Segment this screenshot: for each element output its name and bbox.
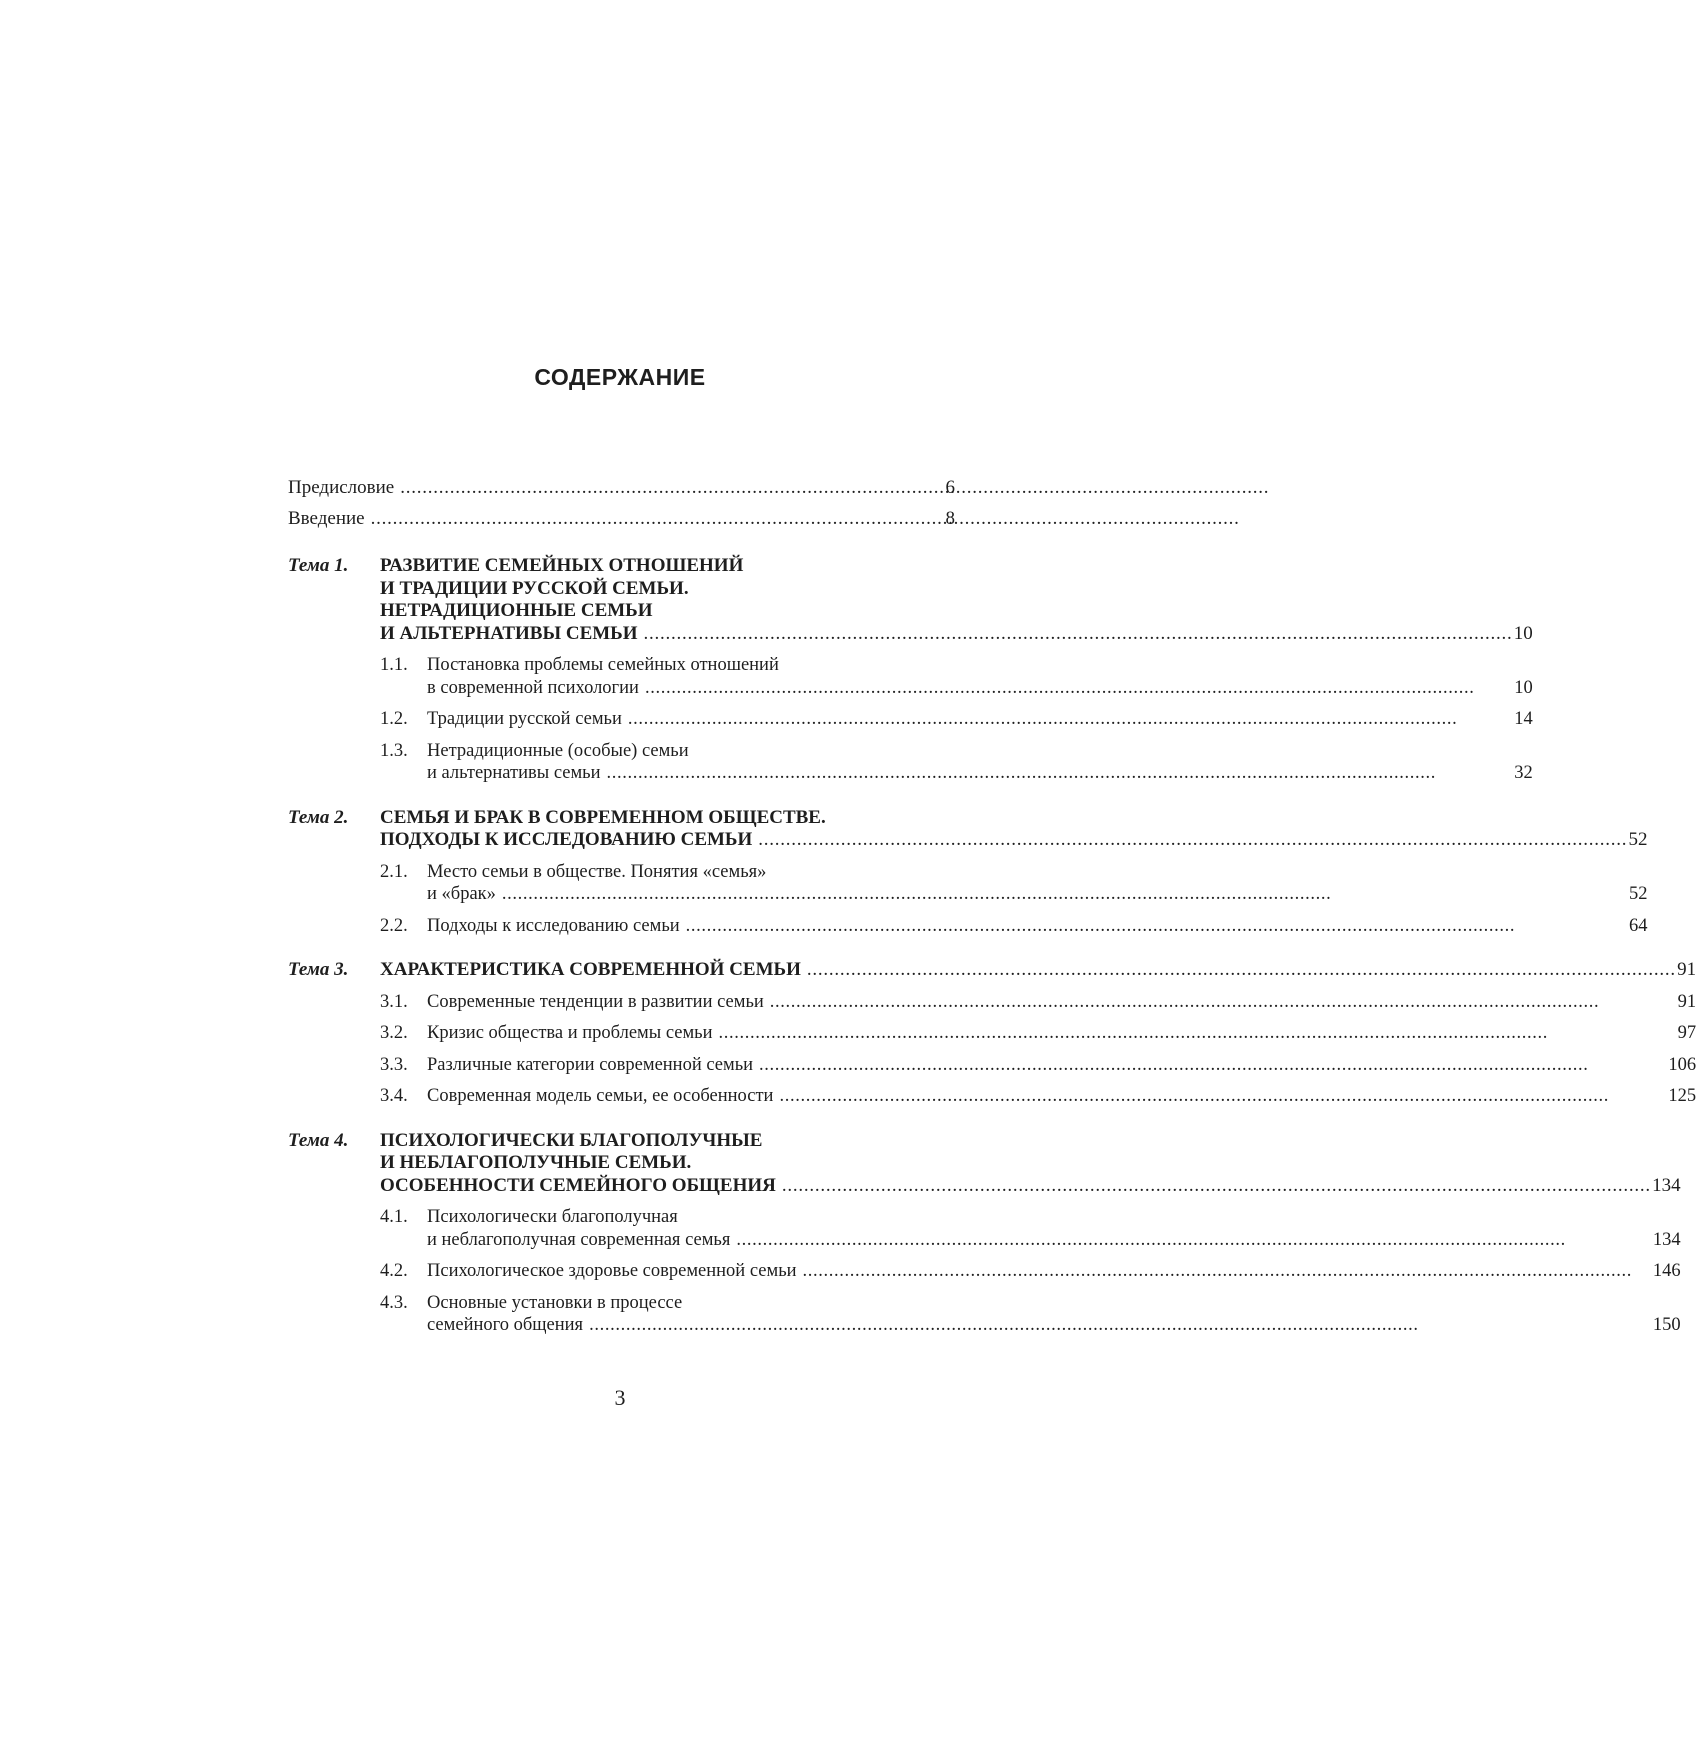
dot-leader: [371, 505, 942, 533]
subsection-body: [427, 1292, 1681, 1337]
subsection-line: [427, 915, 1648, 938]
subsection-page-number: 52: [1629, 884, 1648, 904]
subsection-entry: [380, 1292, 1681, 1337]
subsection-line: [427, 1314, 1681, 1337]
toc-title: СОДЕРЖАНИЕ: [534, 364, 706, 390]
subsection-page-number: 14: [1514, 709, 1533, 729]
tema-title-page-number: 52: [1628, 829, 1648, 850]
subsection-line: [427, 883, 1648, 906]
tema-title-page-number: 134: [1652, 1174, 1681, 1196]
subsection-text: Современная модель семьи, ее особенности: [427, 1086, 774, 1106]
dot-leader: [502, 883, 1625, 906]
subsection-text: Кризис общества и проблемы семьи: [427, 1023, 713, 1043]
subsection-number: 3.4.: [380, 1086, 408, 1106]
subsection-body: [427, 654, 1533, 699]
subsection-line: [427, 1022, 1696, 1045]
subsection-text: Традиции русской семьи: [427, 709, 622, 729]
subsection-entry: [380, 740, 1533, 785]
subsection-entry: [380, 861, 1648, 906]
subsection-number: 3.1.: [380, 991, 408, 1012]
tema-label: Тема 1.: [288, 555, 349, 576]
subsection-page-number: 10: [1514, 677, 1533, 698]
front-entry-text: Предисловие: [288, 477, 395, 498]
dot-leader: [758, 829, 1624, 852]
subsection-entry: [380, 991, 1696, 1014]
subsection-line: [427, 991, 1696, 1014]
dot-leader: [770, 991, 1674, 1014]
subsection-page-number: 64: [1629, 915, 1648, 936]
dot-leader: [644, 623, 1510, 646]
subsection-title-line: Постановка проблемы семейных отношений: [427, 655, 779, 675]
tema-label: Тема 2.: [288, 806, 349, 828]
subsection-page-number: 134: [1652, 1229, 1681, 1250]
tema-title-text: И АЛЬТЕРНАТИВЫ СЕМЬИ: [380, 622, 638, 644]
subsection-page-number: 146: [1652, 1261, 1681, 1281]
subsection-text: Современные тенденции в развитии семьи: [427, 991, 764, 1012]
subsection-entry: [380, 1085, 1696, 1108]
subsection-text: Различные категории современной семьи: [427, 1054, 754, 1075]
front-matter-entry: [288, 505, 955, 533]
subsection-entry: [380, 915, 1648, 938]
dot-leader: [719, 1022, 1674, 1045]
tema-label: Тема 4.: [288, 1129, 349, 1151]
tema-title-line: РАЗВИТИЕ СЕМЕЙНЫХ ОТНОШЕНИЙ: [380, 555, 744, 576]
tema-title-line: И ТРАДИЦИИ РУССКОЙ СЕМЬИ.: [380, 577, 689, 599]
subsection-body: [427, 1206, 1681, 1251]
subsection-entry: [380, 708, 1533, 731]
subsection-body: [427, 1085, 1696, 1108]
subsection-number: 1.1.: [380, 655, 408, 675]
tema-title-text: ОСОБЕННОСТИ СЕМЕЙНОГО ОБЩЕНИЯ: [380, 1174, 776, 1196]
tema-title-line: И НЕБЛАГОПОЛУЧНЫЕ СЕМЬИ.: [380, 1152, 692, 1173]
dot-leader: [589, 1314, 1649, 1337]
tema-label: Тема 3.: [288, 959, 349, 980]
tema-title-line: СЕМЬЯ И БРАК В СОВРЕМЕННОМ ОБЩЕСТВЕ.: [380, 806, 826, 828]
front-entry-page-number: 8: [945, 508, 955, 529]
subsection-text: и неблагополучная современная семья: [427, 1229, 731, 1250]
subsection-line: [427, 677, 1533, 700]
dot-leader: [807, 959, 1673, 982]
tema-entry: [288, 1129, 1681, 1337]
tema-title-line: [380, 623, 1533, 646]
dot-leader: [759, 1054, 1664, 1077]
subsection-title-line: Место семьи в обществе. Понятия «семья»: [427, 861, 767, 882]
tema-body: [380, 959, 1696, 1108]
subsection-body: [427, 708, 1533, 731]
subsection-text: семейного общения: [427, 1315, 584, 1335]
subsection-title-line: Нетрадиционные (особые) семьи: [427, 740, 689, 761]
subsection-entry: [380, 1260, 1681, 1283]
subsection-line: [427, 762, 1533, 785]
tema-title-line: [380, 959, 1696, 982]
subsection-line: [427, 1085, 1696, 1108]
subsection-body: [427, 1022, 1696, 1045]
subsection-number: 2.1.: [380, 861, 408, 882]
subsection-body: [427, 740, 1533, 785]
dot-leader: [400, 474, 941, 502]
subsection-body: [427, 861, 1648, 906]
subsection-entry: [380, 1206, 1681, 1251]
subsection-line: [427, 708, 1533, 731]
subsection-line: [427, 1229, 1681, 1252]
tema-title-page-number: 91: [1677, 959, 1696, 980]
dot-leader: [779, 1085, 1664, 1108]
subsection-number: 3.2.: [380, 1023, 408, 1043]
subsection-number: 1.2.: [380, 709, 408, 729]
table-of-contents: [288, 474, 1696, 1337]
tema-body: [380, 1130, 1681, 1337]
subsection-entry: [380, 654, 1533, 699]
dot-leader: [736, 1229, 1649, 1252]
subsection-number: 3.3.: [380, 1054, 408, 1075]
subsection-text: и альтернативы семьи: [427, 763, 601, 783]
subsection-page-number: 125: [1668, 1086, 1696, 1106]
subsection-number: 4.3.: [380, 1292, 408, 1313]
tema-entry: [288, 959, 1696, 1108]
front-entry-page-number: 6: [945, 477, 955, 498]
subsection-body: [427, 915, 1648, 938]
tema-title-line: [380, 829, 1648, 852]
subsection-text: Психологическое здоровье современной семьи: [427, 1261, 797, 1281]
tema-title-text: ХАРАКТЕРИСТИКА СОВРЕМЕННОЙ СЕМЬИ: [380, 959, 801, 980]
tema-body: [380, 555, 1533, 785]
front-matter-entry: [288, 474, 955, 502]
page-number: 3: [614, 1385, 626, 1410]
tema-title-line: ПСИХОЛОГИЧЕСКИ БЛАГОПОЛУЧНЫЕ: [380, 1129, 763, 1151]
subsection-page-number: 150: [1652, 1315, 1681, 1335]
subsection-page-number: 32: [1514, 763, 1533, 783]
subsection-title-line: Основные установки в процессе: [427, 1292, 683, 1313]
tema-title-line: [380, 1175, 1681, 1198]
subsection-body: [427, 1260, 1681, 1283]
tema-body: [380, 807, 1648, 938]
subsection-entry: [380, 1022, 1696, 1045]
tema-title: [380, 1130, 1681, 1198]
subsection-number: 4.1.: [380, 1207, 408, 1227]
tema-title: [380, 959, 1696, 982]
subsection-body: [427, 991, 1696, 1014]
subsection-text: в современной психологии: [427, 677, 639, 698]
subsection-body: [427, 1054, 1696, 1077]
dot-leader: [782, 1175, 1648, 1198]
subsection-page-number: 106: [1668, 1054, 1696, 1075]
subsection-number: 4.2.: [380, 1261, 408, 1281]
subsection-title-line: Психологически благополучная: [427, 1207, 678, 1227]
tema-title: [380, 807, 1648, 852]
subsection-page-number: 91: [1677, 991, 1696, 1012]
subsection-page-number: 97: [1677, 1023, 1696, 1043]
dot-leader: [803, 1260, 1649, 1283]
subsection-entry: [380, 1054, 1696, 1077]
dot-leader: [607, 762, 1511, 785]
front-entry-text: Введение: [288, 508, 365, 529]
tema-title-text: ПОДХОДЫ К ИССЛЕДОВАНИЮ СЕМЬИ: [380, 829, 753, 850]
dot-leader: [645, 677, 1510, 700]
subsection-number: 2.2.: [380, 915, 408, 936]
subsection-text: Подходы к исследованию семьи: [427, 915, 680, 936]
tema-entry: [288, 555, 1533, 785]
tema-title: [380, 555, 1533, 645]
subsection-line: [427, 1054, 1696, 1077]
tema-title-page-number: 10: [1513, 622, 1533, 644]
tema-title-line: НЕТРАДИЦИОННЫЕ СЕМЬИ: [380, 600, 653, 621]
dot-leader: [686, 915, 1625, 938]
subsection-text: и «брак»: [427, 884, 496, 904]
tema-entry: [288, 806, 1648, 938]
subsection-number: 1.3.: [380, 740, 408, 761]
dot-leader: [628, 708, 1510, 731]
subsection-line: [427, 1260, 1681, 1283]
